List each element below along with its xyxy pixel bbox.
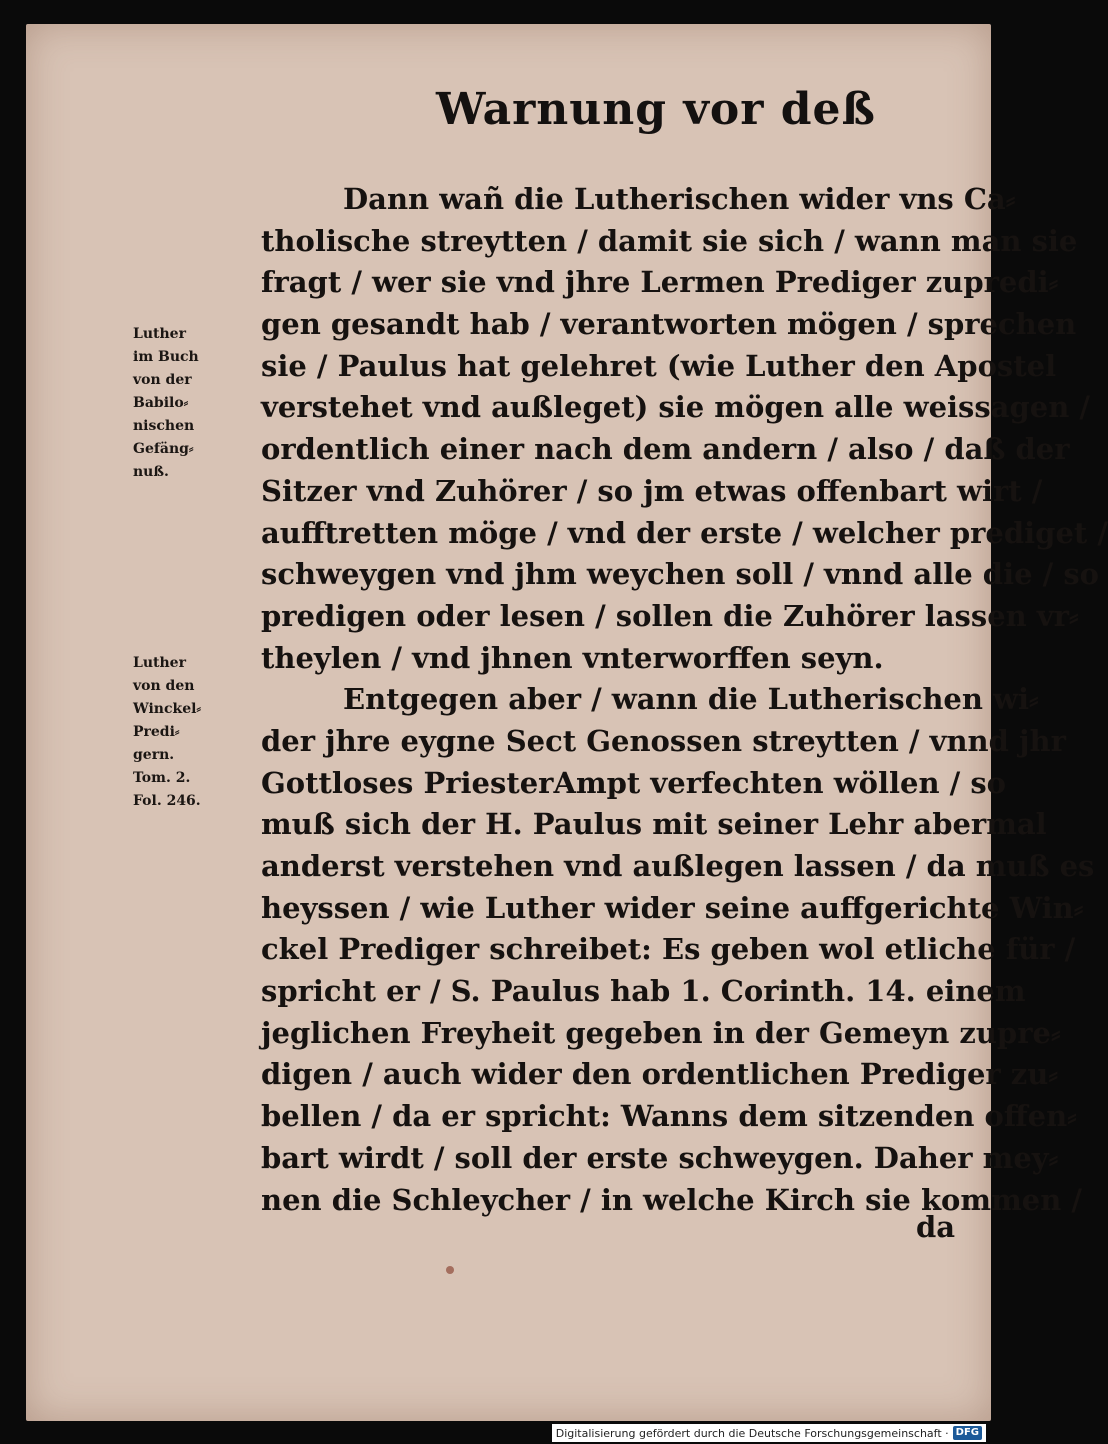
marginal-note-line: von der xyxy=(133,372,192,388)
text-line: ckel Prediger schreibet: Es geben wol etliche für / xyxy=(261,932,1076,967)
text-line: gen gesandt hab / verantworten mögen / sprechen xyxy=(261,307,1077,342)
text-line: nen die Schleycher / in welche Kirch sie kommen / xyxy=(261,1182,1082,1217)
text-line: der jhre eygne Sect Genossen streytten / vnnd jhr xyxy=(261,723,1066,758)
marginal-note-line: Gefäng⸗ xyxy=(133,441,194,457)
marginal-note-line: gern. xyxy=(133,747,175,763)
text-line: tholische streytten / damit sie sich / wann man sie xyxy=(261,223,1078,258)
text-line: heyssen / wie Luther wider seine auffgerichte Win⸗ xyxy=(261,890,1084,925)
dfg-logo[interactable]: DFG xyxy=(953,1426,982,1440)
marginal-note-line: Luther xyxy=(133,655,186,671)
marginal-note-line: Winckel⸗ xyxy=(133,701,202,717)
text-line: Sitzer vnd Zuhörer / so jm etwas offenbart wirt / xyxy=(261,473,1043,508)
text-line: verstehet vnd außleget) sie mögen alle weissagen / xyxy=(261,390,1090,425)
text-line: Dann wañ die Lutherischen wider vns Ca⸗ xyxy=(343,182,1016,216)
marginal-note-line: Tom. 2. xyxy=(133,770,191,786)
marginal-note-line: Luther xyxy=(133,326,186,342)
text-line: predigen oder lesen / sollen die Zuhörer lassen vr⸗ xyxy=(261,598,1079,633)
text-line: bellen / da er spricht: Wanns dem sitzenden offen⸗ xyxy=(261,1099,1077,1134)
funding-credit: Digitalisierung gefördert durch die Deutsche Forschungsgemeinschaft · xyxy=(555,1426,949,1440)
marginal-note-line: Babilo⸗ xyxy=(133,395,189,411)
text-line: theylen / vnd jhnen vnterworffen seyn. xyxy=(261,640,884,675)
marginal-note-line: nuß. xyxy=(133,464,169,480)
funding-footer xyxy=(552,1424,986,1442)
text-line: digen / auch wider den ordentlichen Prediger zu⸗ xyxy=(261,1057,1058,1092)
text-line: Entgegen aber / wann die Lutherischen wi⸗ xyxy=(343,682,1039,717)
text-line: sie / Paulus hat gelehret (wie Luther den Apostel xyxy=(261,348,1057,383)
marginal-note-line: Fol. 246. xyxy=(133,793,201,809)
text-line: fragt / wer sie vnd jhre Lermen Prediger zupredi⸗ xyxy=(261,265,1059,300)
ink-spot xyxy=(446,1266,454,1274)
catchword: da xyxy=(916,1210,956,1244)
main-text-block xyxy=(261,179,1108,1221)
text-line: anderst verstehen vnd außlegen lassen / da muß es xyxy=(261,849,1095,883)
text-line: aufftretten möge / vnd der erste / welcher prediget / xyxy=(261,515,1108,550)
text-line: muß sich der H. Paulus mit seiner Lehr abermal xyxy=(261,807,1047,842)
marginal-note-babylonian-captivity xyxy=(133,323,233,484)
text-line: bart wirdt / soll der erste schweygen. Daher mey⸗ xyxy=(261,1140,1059,1175)
marginal-note-line: Predi⸗ xyxy=(133,724,180,740)
text-line: jeglichen Freyheit gegeben in der Gemeyn zupre⸗ xyxy=(261,1015,1061,1050)
text-line: ordentlich einer nach dem andern / also / daß der xyxy=(261,432,1070,467)
text-line: spricht er / S. Paulus hab 1. Corinth. 14. einem xyxy=(261,974,1026,1009)
text-line: schweygen vnd jhm weychen soll / vnnd alle die / so xyxy=(261,557,1099,592)
text-line: Gottloses PriesterAmpt verfechten wöllen / so xyxy=(261,765,1007,800)
marginal-note-winkel-prediger xyxy=(133,652,233,813)
marginal-note-line: nischen xyxy=(133,418,195,434)
marginal-note-line: von den xyxy=(133,678,195,694)
running-head: Warnung vor deß xyxy=(436,84,876,135)
marginal-note-line: im Buch xyxy=(133,349,199,365)
